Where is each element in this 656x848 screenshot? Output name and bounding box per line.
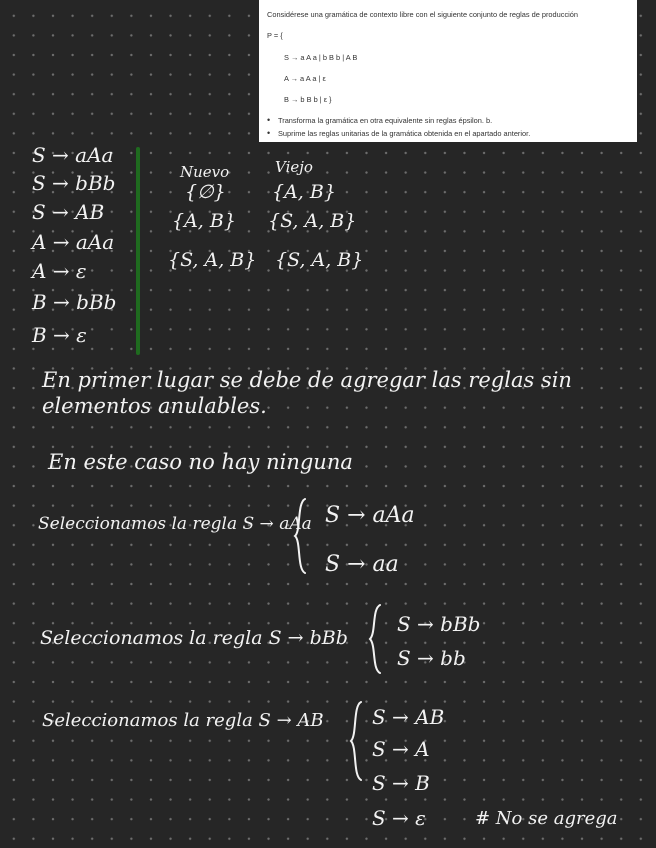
production-set-open: P = { [267, 31, 283, 40]
table-header-old: Viejo [275, 158, 313, 176]
paragraph-line: En este caso no hay ninguna [48, 450, 353, 474]
table-cell-old: {S, A, B} [268, 210, 357, 232]
grammar-rule: S → aAa [32, 143, 114, 167]
rule-a: A → a A a | ε [284, 74, 326, 83]
table-cell-new: {∅} [185, 181, 226, 203]
derived-rule: S → AB [372, 705, 445, 729]
derived-rule: S → bBb [397, 612, 481, 636]
brace-icon [349, 700, 363, 782]
selection-text: Seleccionamos la regla S → bBb [40, 627, 348, 649]
annotation-comment: # No se agrega [475, 808, 618, 829]
table-cell-new: {A, B} [172, 210, 236, 232]
task-item: • Transforma la gramática en otra equivalente sin reglas épsilon. b. [267, 115, 492, 125]
rule-s: S → a A a | b B b | A B [284, 53, 358, 62]
rule-b: B → b B b | ε } [284, 95, 332, 104]
table-cell-old: {A, B} [272, 181, 336, 203]
derived-rule: S → aa [325, 552, 399, 577]
brace-icon [368, 603, 382, 675]
grammar-rule: A → ε [32, 259, 87, 283]
derived-rule: S → ε [372, 806, 426, 830]
grammar-rule: S → bBb [32, 171, 116, 195]
table-cell-old: {S, A, B} [275, 249, 364, 271]
problem-intro: Considérese una gramática de contexto libre con el siguiente conjunto de reglas de producción [267, 10, 579, 19]
derived-rule: S → aAa [325, 503, 415, 528]
derived-rule: S → bb [397, 646, 466, 670]
paragraph-line: En primer lugar se debe de agregar las reglas sin [42, 368, 572, 392]
grammar-rule: S → AB [32, 200, 105, 224]
divider-line [136, 147, 140, 355]
grammar-rule: A → aAa [32, 230, 115, 254]
brace-icon [293, 497, 307, 575]
selection-text: Seleccionamos la regla S → aAa [38, 514, 312, 534]
derived-rule: S → A [372, 737, 430, 761]
selection-text: Seleccionamos la regla S → AB [42, 710, 324, 731]
grammar-rule: B → bBb [32, 290, 117, 314]
grammar-rule: B → ε [32, 323, 87, 347]
table-cell-new: {S, A, B} [168, 249, 257, 271]
derived-rule: S → B [372, 771, 430, 795]
problem-statement-card [259, 0, 637, 142]
task-item: • Suprime las reglas unitarias de la gramática obtenida en el apartado anterior. [267, 128, 530, 138]
paragraph-line: elementos anulables. [42, 394, 267, 418]
table-header-new: Nuevo [180, 163, 230, 181]
